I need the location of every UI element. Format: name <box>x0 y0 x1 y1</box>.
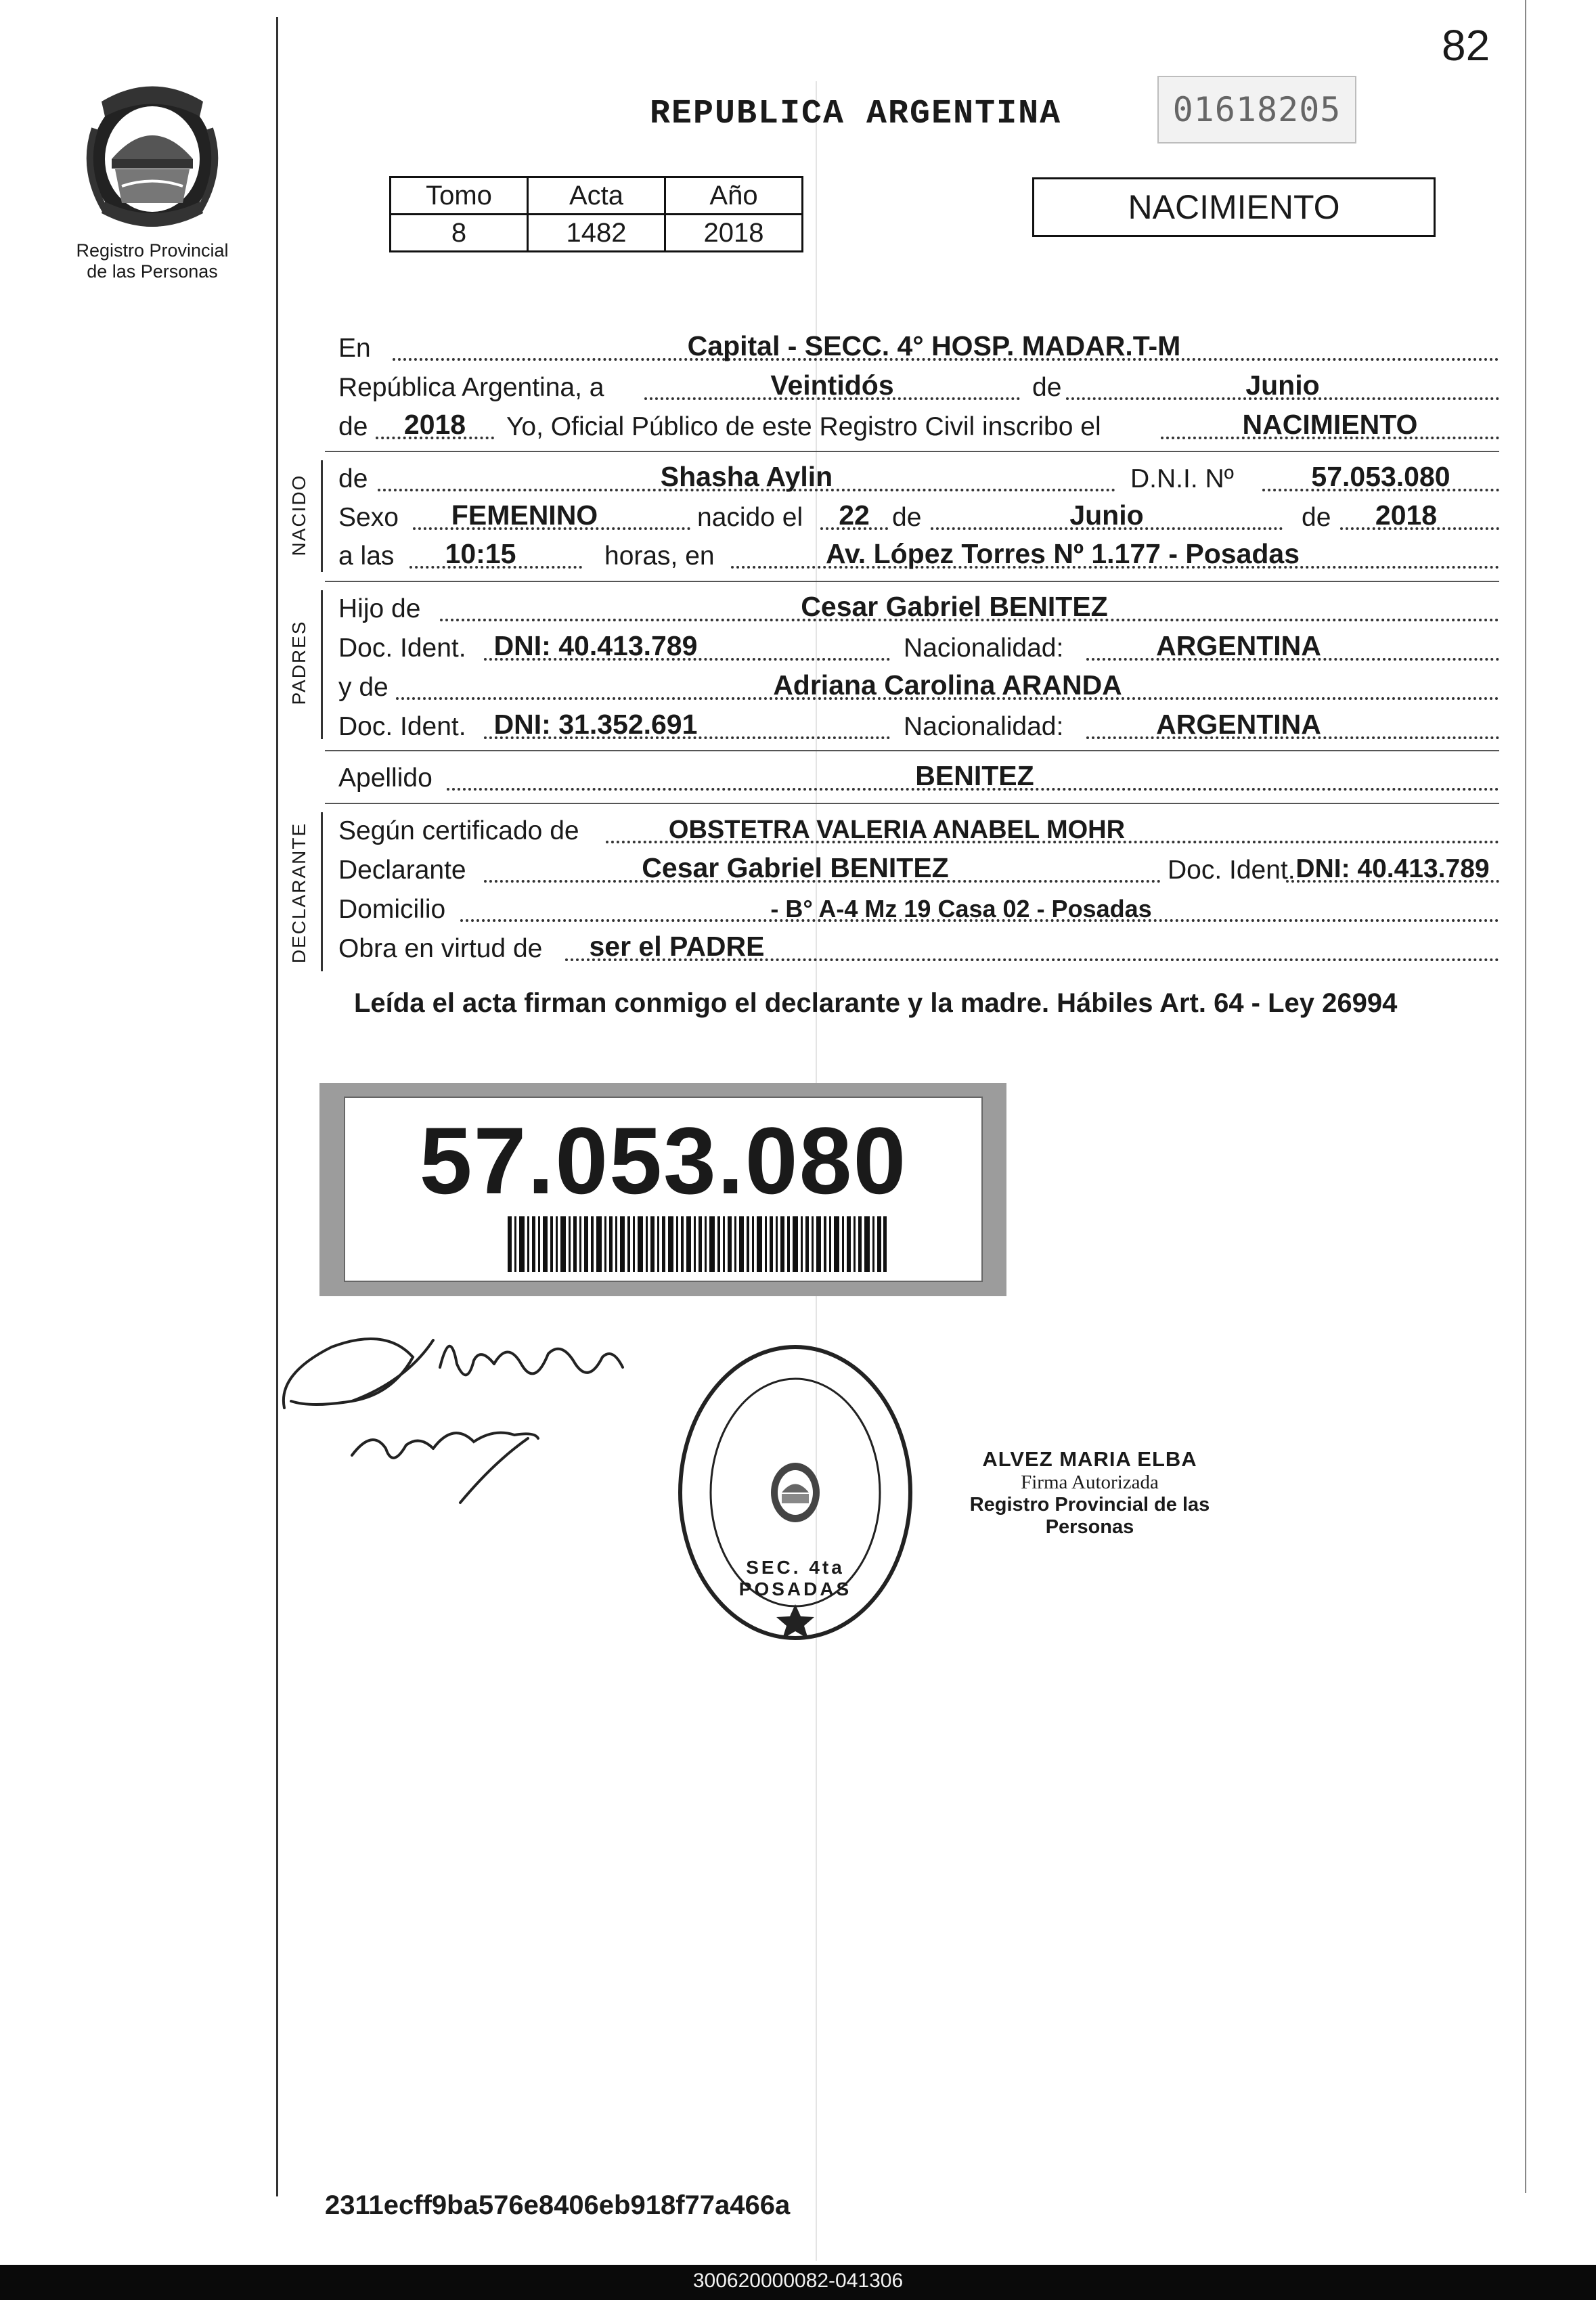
official-title: Firma Autorizada <box>1021 1472 1159 1493</box>
footer-id: 300620000082-041306 <box>692 2270 904 2292</box>
row-father <box>338 590 1499 629</box>
row-declarant <box>338 852 1499 891</box>
value-dni: 57.053.080 <box>1311 461 1450 492</box>
value-birth-month: Junio <box>1069 500 1144 531</box>
section-label-padres: PADRES <box>288 620 309 705</box>
label-segun-certificado: Según certificado de <box>338 816 579 845</box>
row-date <box>338 369 1499 408</box>
value-mother-name: Adriana Carolina ARANDA <box>773 669 1122 701</box>
padres-bracket <box>321 590 323 739</box>
official-signature-stamp <box>927 1447 1252 1539</box>
value-surname: BENITEZ <box>915 760 1034 791</box>
label-hijo-de: Hijo de <box>338 594 421 623</box>
value-father-nationality: ARGENTINA <box>1156 630 1321 661</box>
country-title: REPUBLICA ARGENTINA <box>650 95 1062 133</box>
value-year: 2018 <box>403 409 466 440</box>
row-time-place <box>338 537 1499 577</box>
serial-number-stamp: 01618205 <box>1157 76 1356 143</box>
label-de: de <box>338 464 368 493</box>
label-nacionalidad: Nacionalidad: <box>904 712 1064 741</box>
value-event: NACIMIENTO <box>1242 409 1418 440</box>
closing-statement: Leída el acta firman conmigo el declarante y la madre. Hábiles Art. 64 - Ley 26994 <box>354 988 1398 1018</box>
dni-label-card <box>319 1083 1006 1296</box>
value-declarant-doc: DNI: 40.413.789 <box>1295 854 1490 883</box>
label-sexo: Sexo <box>338 503 399 532</box>
registry-header-row <box>391 177 803 215</box>
row-surname <box>338 759 1499 799</box>
label-doc-ident: Doc. Ident. <box>1168 856 1295 885</box>
document-hash: 2311ecff9ba576e8406eb918f77a466a <box>325 2190 791 2220</box>
value-capacity: ser el PADRE <box>589 931 765 962</box>
value-mother-nationality: ARGENTINA <box>1156 709 1321 740</box>
delegation-stamp-inner-text: SEC. 4ta POSADAS <box>738 1557 852 1599</box>
declarant-signature-icon <box>271 1300 650 1516</box>
registry-header-ano: Año <box>665 177 803 215</box>
section-divider <box>325 581 1499 582</box>
section-label-nacido: NACIDO <box>288 474 309 556</box>
value-time: 10:15 <box>445 538 516 569</box>
nacido-bracket <box>321 460 323 572</box>
label-doc-ident: Doc. Ident. <box>338 634 466 663</box>
value-month: Junio <box>1245 370 1320 401</box>
registry-table <box>389 176 803 252</box>
value-address: - B° A-4 Mz 19 Casa 02 - Posadas <box>770 895 1152 923</box>
value-declarant: Cesar Gabriel BENITEZ <box>642 852 949 883</box>
delegation-round-stamp-icon <box>670 1337 921 1648</box>
label-domicilio: Domicilio <box>338 895 446 924</box>
value-birth-place: Av. López Torres Nº 1.177 - Posadas <box>825 538 1300 569</box>
row-year-event <box>338 408 1499 447</box>
value-name: Shasha Aylin <box>660 461 833 492</box>
label-de: de <box>338 412 368 441</box>
section-divider <box>325 451 1499 452</box>
label-apellido: Apellido <box>338 764 433 793</box>
registry-header-tomo: Tomo <box>391 177 528 215</box>
registry-value-tomo: 8 <box>391 215 528 252</box>
label-republica: República Argentina, a <box>338 373 604 402</box>
label-nacionalidad: Nacionalidad: <box>904 634 1064 663</box>
row-name <box>338 460 1499 500</box>
label-obra-en-virtud: Obra en virtud de <box>338 934 543 963</box>
row-mother-doc <box>338 708 1499 747</box>
provincial-seal <box>68 74 237 282</box>
page-number: 82 <box>1442 21 1490 70</box>
seal-caption-line1: Registro Provincial <box>76 240 229 261</box>
section-divider <box>325 803 1499 804</box>
dni-number: 57.053.080 <box>419 1107 908 1214</box>
barcode-icon <box>508 1216 887 1272</box>
label-horas-en: horas, en <box>604 541 715 571</box>
row-sex-birth <box>338 499 1499 538</box>
official-office: Registro Provincial de las Personas <box>969 1494 1210 1538</box>
seal-caption-line2: de las Personas <box>87 261 218 282</box>
label-nacido-el: nacido el <box>697 503 803 532</box>
official-name: ALVEZ MARIA ELBA <box>982 1447 1197 1471</box>
value-father-name: Cesar Gabriel BENITEZ <box>801 591 1108 622</box>
value-mother-doc: DNI: 31.352.691 <box>493 709 698 740</box>
right-margin-line <box>1525 0 1526 2193</box>
label-declarante: Declarante <box>338 856 466 885</box>
label-yo-oficial: Yo, Oficial Público de este Registro Civil inscribo el <box>506 412 1101 441</box>
value-sex: FEMENINO <box>451 500 598 531</box>
label-y-de: y de <box>338 673 389 702</box>
row-place <box>338 330 1499 369</box>
registry-header-acta: Acta <box>528 177 665 215</box>
left-margin-line <box>276 17 278 2196</box>
row-certificate <box>338 812 1499 852</box>
row-capacity <box>338 930 1499 969</box>
section-divider <box>325 750 1499 751</box>
row-address <box>338 891 1499 930</box>
row-mother <box>338 669 1499 708</box>
value-father-doc: DNI: 40.413.789 <box>493 630 698 661</box>
value-certificate-by: OBSTETRA VALERIA ANABEL MOHR <box>668 816 1126 844</box>
registry-value-ano: 2018 <box>665 215 803 252</box>
value-birth-day: 22 <box>839 500 870 531</box>
label-de: de <box>892 503 922 532</box>
section-label-declarante: DECLARANTE <box>288 822 309 964</box>
value-day-words: Veintidós <box>770 370 894 401</box>
dni-label-inner <box>344 1097 983 1282</box>
label-doc-ident: Doc. Ident. <box>338 712 466 741</box>
label-a-las: a las <box>338 541 395 571</box>
label-dni-no: D.N.I. Nº <box>1130 464 1234 493</box>
registry-value-row <box>391 215 803 252</box>
registry-value-acta: 1482 <box>528 215 665 252</box>
label-de: de <box>1032 373 1062 402</box>
label-de: de <box>1302 503 1331 532</box>
record-type-box: NACIMIENTO <box>1032 177 1436 237</box>
misiones-coat-of-arms-icon <box>74 74 230 237</box>
value-birth-year: 2018 <box>1375 500 1438 531</box>
declarante-bracket <box>321 812 323 971</box>
row-father-doc <box>338 629 1499 669</box>
label-en: En <box>338 334 371 363</box>
value-place: Capital - SECC. 4° HOSP. MADAR.T-M <box>687 330 1181 361</box>
